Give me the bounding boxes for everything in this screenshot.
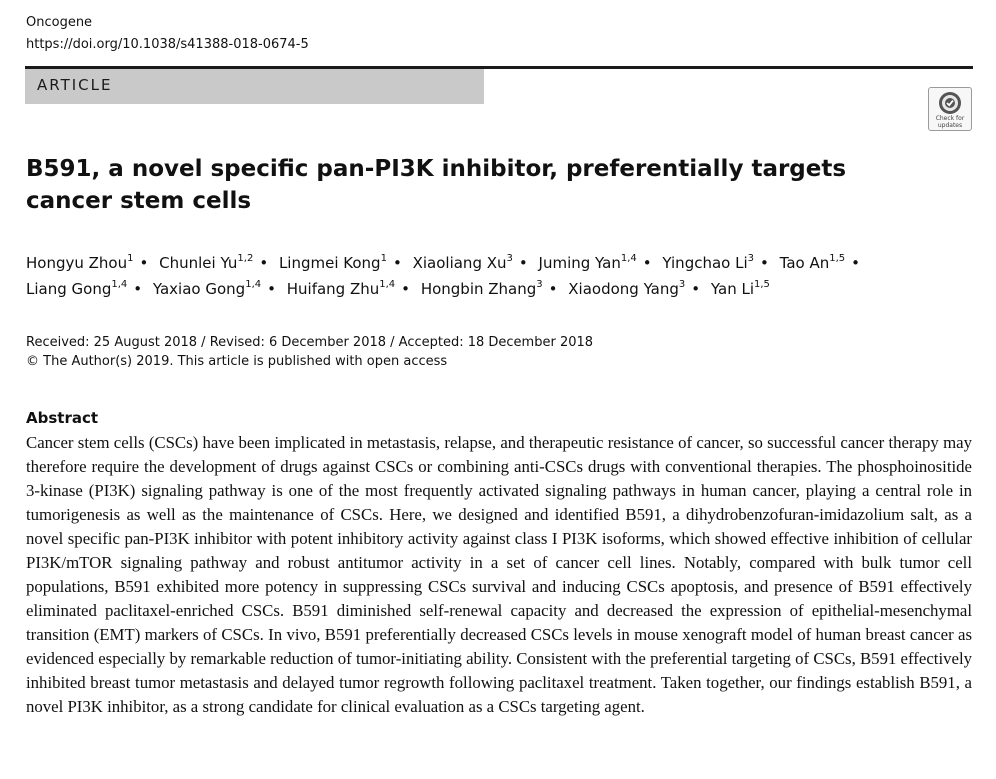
author-affiliation: 1 xyxy=(380,253,387,264)
author-name[interactable] xyxy=(539,254,637,272)
author-separator: • xyxy=(133,280,143,298)
author-affiliation: 1,5 xyxy=(754,279,770,290)
author-affiliation: 3 xyxy=(536,279,543,290)
author-list xyxy=(26,250,976,302)
author-name-text: Hongbin Zhang xyxy=(420,280,537,298)
check-for-updates-button[interactable] xyxy=(928,87,972,131)
author-name-text: Hongyu Zhou xyxy=(26,254,128,272)
check-updates-icon xyxy=(938,91,962,115)
author-affiliation: 1,4 xyxy=(620,253,637,264)
author-name-text: Xiaodong Yang xyxy=(568,280,679,298)
author-separator: • xyxy=(642,254,652,272)
doi-link[interactable]: https://doi.org/10.1038/s41388-018-0674-5 xyxy=(26,37,309,52)
author-affiliation: 3 xyxy=(506,253,513,264)
author-name[interactable] xyxy=(413,254,513,272)
author-affiliation: 1,5 xyxy=(829,253,846,264)
copyright-notice: © The Author(s) 2019. This article is published with open access xyxy=(26,354,448,369)
author-name[interactable] xyxy=(287,280,395,298)
author-name-text: Chunlei Yu xyxy=(159,254,238,272)
author-name-text: Juming Yan xyxy=(538,254,621,272)
author-separator: • xyxy=(267,280,276,298)
author-affiliation: 1 xyxy=(127,253,134,264)
author-affiliation: 1,4 xyxy=(111,279,128,290)
author-name-text: Yan Li xyxy=(710,280,755,298)
article-dates: Received: 25 August 2018 / Revised: 6 December 2018 / Accepted: 18 December 2018 xyxy=(26,335,594,350)
author-separator: • xyxy=(401,280,411,298)
author-name[interactable] xyxy=(279,254,387,272)
author-name-text: Yingchao Li xyxy=(662,254,748,272)
author-name[interactable] xyxy=(153,280,261,298)
author-name[interactable] xyxy=(662,254,754,272)
author-affiliation: 3 xyxy=(678,279,686,290)
author-name[interactable] xyxy=(711,280,770,298)
author-name[interactable] xyxy=(421,280,543,298)
author-separator: • xyxy=(518,254,528,272)
article-type-band xyxy=(25,69,484,104)
author-name-text: Yaxiao Gong xyxy=(152,280,246,298)
author-name-text: Tao An xyxy=(779,254,830,272)
author-separator: • xyxy=(760,254,769,272)
author-separator: • xyxy=(392,254,402,272)
author-name-text: Xiaoliang Xu xyxy=(412,254,507,272)
author-separator: • xyxy=(548,280,558,298)
author-affiliation: 3 xyxy=(747,253,755,264)
abstract-text: Cancer stem cells (CSCs) have been implicated in metastasis, relapse, and therapeutic resistance of cancer, so successful cancer therapy may therefore require the development of drugs against CSCs or combining anti-CSCs drugs with conventional therapies. The phosphoinositide 3-kinase (PI3K) signaling pathway is one of the most frequently activated signaling pathways in human cancer, playing a central role in tumorigenesis as well as the maintenance of CSCs. Here, we designed and identified B591, a dihydrobenzofuran-imidazolium salt, as a novel specific pan-PI3K inhibitor with potent inhibitory activity against class I PI3K isoforms, which showed effective inhibition of cellular PI3K/mTOR signaling pathway and robust antitumor activity in a set of cancer cell lines. Notably, compared with bulk tumor cell populations, B591 exhibited more potency in suppressing CSCs survival and inducing CSCs apoptosis, and presence of B591 effectively eliminated paclitaxel-enriched CSCs. B591 diminished self-renewal capacity and decreased the expression of epithelial-mesenchymal transition (EMT) markers of CSCs. In vivo, B591 preferentially decreased CSCs levels in mouse xenograft model of human breast cancer as evidenced especially by remarkable reduction of tumor-initiating ability. Consistent with the preferential targeting of CSCs, B591 effectively inhibited breast tumor metastasis and delayed tumor regrowth following paclitaxel treatment. Taken together, our findings establish B591, a novel PI3K inhibitor, as a strong candidate for clinical evaluation as a CSCs targeting agent. xyxy=(26,433,972,716)
author-name[interactable] xyxy=(159,254,253,272)
author-name[interactable] xyxy=(568,280,685,298)
journal-name: Oncogene xyxy=(26,15,93,30)
author-affiliation: 1,2 xyxy=(237,253,254,264)
author-separator: • xyxy=(851,254,861,272)
author-name-text: Liang Gong xyxy=(26,280,112,298)
abstract-heading: Abstract xyxy=(26,409,99,427)
check-updates-text: Check for updates xyxy=(935,115,965,129)
article-type-label: ARTICLE xyxy=(37,76,113,94)
author-name[interactable] xyxy=(26,254,133,272)
article-title: B591, a novel specific pan-PI3K inhibitor, preferentially targets cancer stem cells xyxy=(26,156,847,214)
author-name-text: Lingmei Kong xyxy=(278,254,381,272)
author-separator: • xyxy=(259,254,269,272)
author-affiliation: 1,4 xyxy=(379,279,396,290)
author-affiliation: 1,4 xyxy=(245,279,262,290)
author-name[interactable] xyxy=(26,280,127,298)
author-separator: • xyxy=(139,254,149,272)
author-name-text: Huifang Zhu xyxy=(286,280,380,298)
author-name[interactable] xyxy=(780,254,846,272)
author-separator: • xyxy=(691,280,701,298)
